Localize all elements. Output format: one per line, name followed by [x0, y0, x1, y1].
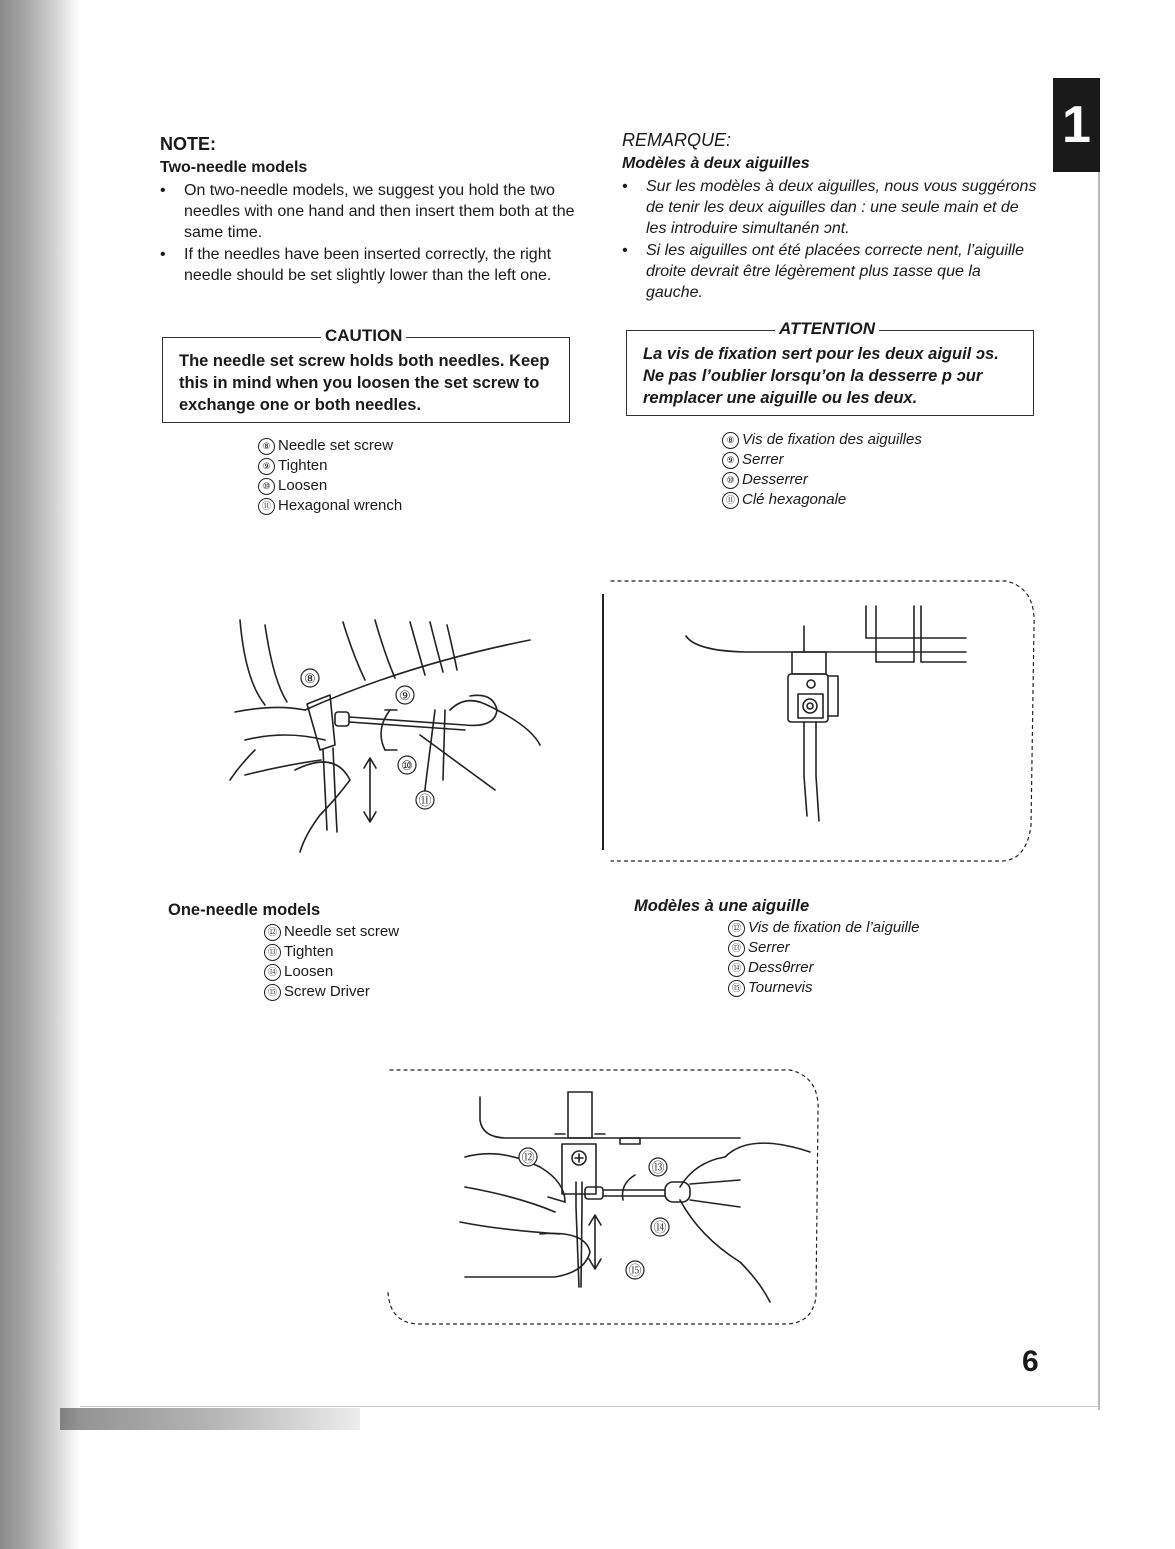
legend-item: ⑮ Screw Driver: [264, 982, 399, 1002]
legend-item: ⑪ Hexagonal wrench: [258, 496, 402, 516]
callout-11: ⑪: [418, 794, 432, 809]
legend-two-needle-en: [258, 436, 402, 516]
remarque-bullet: • Sur les modèles à deux aiguilles, nous vous suggérons de tenir les deux aiguilles dan : une seule main et de les introduire simultanén ɔnt.: [646, 176, 1042, 239]
remarque-bullets: [622, 176, 1042, 303]
attention-title: ATTENTION: [775, 318, 879, 340]
marker-11: ⑪: [258, 498, 275, 515]
marker-15: ⑮: [728, 980, 745, 997]
legend-item: ⑨ Serrer: [722, 450, 922, 470]
legend-item: ⑭ Loosen: [264, 962, 399, 982]
figure-two-needle-detail: [606, 576, 1038, 866]
marker-8: ⑧: [258, 438, 275, 455]
marker-14: ⑭: [728, 960, 745, 977]
marker-10: ⑩: [258, 478, 275, 495]
legend-item: ⑧ Needle set screw: [258, 436, 402, 456]
legend-one-needle-en: [264, 922, 399, 1002]
one-needle-title-en: One-needle models: [168, 901, 321, 919]
marker-12: ⑫: [264, 924, 281, 941]
marker-10: ⑩: [722, 472, 739, 489]
note-subtitle: Two-needle models: [160, 159, 308, 176]
legend-item: ⑬ Tighten: [264, 942, 399, 962]
note-title: NOTE:: [160, 134, 216, 154]
legend-two-needle-fr: [722, 430, 922, 510]
legend-item: ⑫ Vis de fixation de l’aiguille: [728, 918, 920, 938]
legend-item: ⑩ Desserrer: [722, 470, 922, 490]
note-bullet: • On two-needle models, we suggest you hold the two needles with one hand and then insert them both at the same time.: [184, 180, 580, 243]
note-bullets: [160, 180, 580, 286]
chapter-tab: 1: [1053, 78, 1100, 172]
english-note: [160, 134, 580, 287]
marker-12: ⑫: [728, 920, 745, 937]
marker-9: ⑨: [258, 458, 275, 475]
attention-box: [626, 319, 1034, 416]
legend-item: ⑭ Dessθrrer: [728, 958, 920, 978]
scan-shadow-left: [0, 0, 80, 1549]
callout-14: ⑭: [653, 1221, 667, 1236]
legend-item: ⑬ Serrer: [728, 938, 920, 958]
figure-two-needle-wrench: [225, 600, 545, 855]
figure-one-needle-screwdriver: [380, 1062, 828, 1332]
scan-shadow-bottom: [60, 1408, 360, 1430]
legend-item: ⑧ Vis de fixation des aiguilles: [722, 430, 922, 450]
callout-12: ⑫: [521, 1151, 535, 1166]
callout-15: ⑮: [628, 1264, 642, 1279]
legend-item: ⑮ Tournevis: [728, 978, 920, 998]
callout-13: ⑬: [651, 1161, 665, 1176]
legend-item: ⑩ Loosen: [258, 476, 402, 496]
marker-15: ⑮: [264, 984, 281, 1001]
marker-13: ⑬: [728, 940, 745, 957]
one-needle-title-fr: Modèles à une aiguille: [634, 897, 810, 915]
marker-13: ⑬: [264, 944, 281, 961]
legend-item: ⑪ Clé hexagonale: [722, 490, 922, 510]
callout-8: ⑧: [304, 672, 316, 687]
marker-14: ⑭: [264, 964, 281, 981]
french-note: [622, 130, 1042, 304]
caution-box: [162, 326, 570, 423]
page-edge-bottom: [80, 1406, 1100, 1407]
legend-item: ⑫ Needle set screw: [264, 922, 399, 942]
callout-10: ⑩: [401, 759, 413, 774]
remarque-bullet: • Si les aiguilles ont été placées correcte nent, l’aiguille droite devrait être légèrement plus ɪasse que la gauche.: [646, 240, 1042, 303]
figure-divider: [602, 594, 604, 850]
legend-item: ⑨ Tighten: [258, 456, 402, 476]
marker-11: ⑪: [722, 492, 739, 509]
caution-title: CAUTION: [321, 325, 406, 347]
legend-one-needle-fr: [728, 918, 920, 998]
callout-9: ⑨: [399, 689, 411, 704]
note-bullet: • If the needles have been inserted correctly, the right needle should be set slightly lower than the left one.: [184, 244, 580, 286]
caution-text: The needle set screw holds both needles. Keep this in mind when you loosen the set screw to exchange one or both needles.: [179, 352, 550, 414]
marker-9: ⑨: [722, 452, 739, 469]
marker-8: ⑧: [722, 432, 739, 449]
page-edge-right: [1098, 80, 1100, 1410]
remarque-subtitle: Modèles à deux aiguilles: [622, 155, 810, 172]
page-number: 6: [1022, 1345, 1039, 1378]
remarque-title: REMARQUE:: [622, 130, 732, 150]
attention-text: La vis de fixation sert pour les deux aiguil ɔs. Ne pas l’oublier lorsqu’on la desserre p ɔur remplacer une aiguille ou les deux.: [643, 345, 999, 407]
